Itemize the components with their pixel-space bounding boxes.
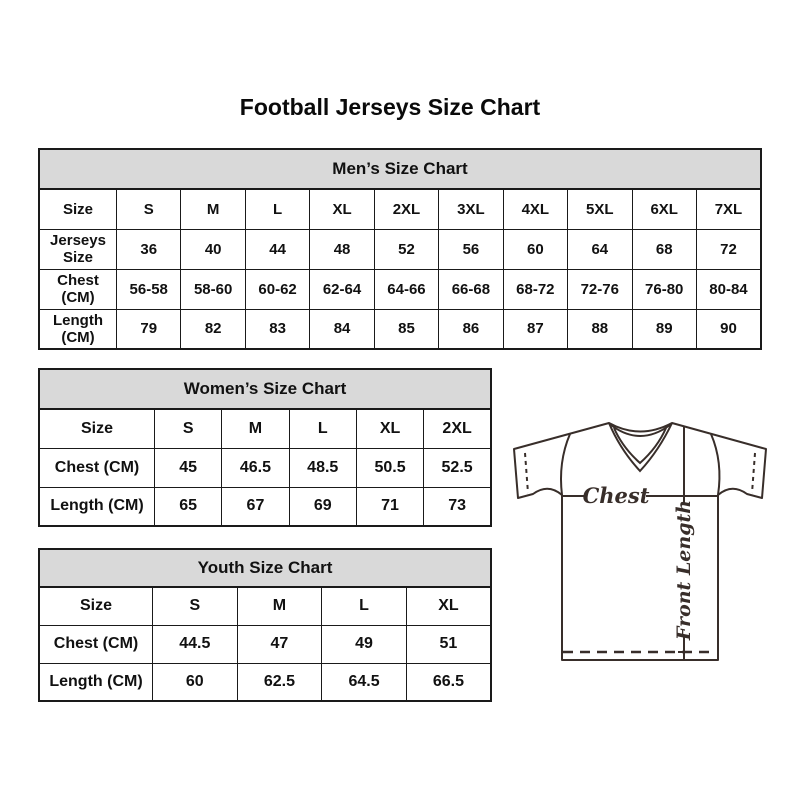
mens-size-chart <box>38 148 762 350</box>
value-cell: 86 <box>439 309 503 349</box>
value-cell: S <box>153 587 238 625</box>
chest-label: Chest <box>582 483 650 508</box>
row-label-cell: Chest (CM) <box>39 448 155 487</box>
value-cell: 80-84 <box>696 269 761 309</box>
value-cell: M <box>237 587 322 625</box>
value-cell: 82 <box>181 309 245 349</box>
jersey-outline <box>514 423 766 660</box>
row-label-cell: Size <box>39 189 117 229</box>
value-cell: 72-76 <box>568 269 632 309</box>
value-cell: 44 <box>245 229 309 269</box>
value-cell: 36 <box>117 229 181 269</box>
value-cell: 67 <box>222 487 289 526</box>
table-row <box>39 587 491 625</box>
value-cell: XL <box>310 189 374 229</box>
value-cell: 2XL <box>424 409 491 448</box>
value-cell: 62-64 <box>310 269 374 309</box>
row-label-cell: Chest (CM) <box>39 625 153 663</box>
value-cell: 50.5 <box>356 448 423 487</box>
table-row <box>39 487 491 526</box>
value-cell: L <box>289 409 356 448</box>
table-row <box>39 409 491 448</box>
value-cell: 52 <box>374 229 438 269</box>
value-cell: 56 <box>439 229 503 269</box>
value-cell: 3XL <box>439 189 503 229</box>
row-label-cell: Jerseys Size <box>39 229 117 269</box>
value-cell: 5XL <box>568 189 632 229</box>
row-label-cell: Size <box>39 587 153 625</box>
value-cell: 83 <box>245 309 309 349</box>
value-cell: 87 <box>503 309 567 349</box>
table-row <box>39 309 761 349</box>
value-cell: 85 <box>374 309 438 349</box>
value-cell: 45 <box>155 448 222 487</box>
value-cell: 52.5 <box>424 448 491 487</box>
value-cell: 68 <box>632 229 696 269</box>
jersey-diagram-svg <box>500 400 780 680</box>
value-cell: 73 <box>424 487 491 526</box>
row-label-cell: Chest (CM) <box>39 269 117 309</box>
value-cell: 4XL <box>503 189 567 229</box>
value-cell: 79 <box>117 309 181 349</box>
value-cell: XL <box>356 409 423 448</box>
youth-chart-title: Youth Size Chart <box>38 548 492 586</box>
value-cell: 46.5 <box>222 448 289 487</box>
value-cell: 7XL <box>696 189 761 229</box>
table-row <box>39 229 761 269</box>
value-cell: 72 <box>696 229 761 269</box>
value-cell: 69 <box>289 487 356 526</box>
table-row <box>39 189 761 229</box>
value-cell: 64 <box>568 229 632 269</box>
value-cell: 88 <box>568 309 632 349</box>
value-cell: 56-58 <box>117 269 181 309</box>
value-cell: 60 <box>503 229 567 269</box>
value-cell: 51 <box>406 625 491 663</box>
value-cell: 76-80 <box>632 269 696 309</box>
value-cell: M <box>222 409 289 448</box>
youth-size-table <box>38 586 492 702</box>
value-cell: 48 <box>310 229 374 269</box>
value-cell: 65 <box>155 487 222 526</box>
value-cell: 47 <box>237 625 322 663</box>
value-cell: S <box>117 189 181 229</box>
page-title: Football Jerseys Size Chart <box>239 94 541 120</box>
value-cell: 84 <box>310 309 374 349</box>
table-row <box>39 663 491 701</box>
value-cell: 66-68 <box>439 269 503 309</box>
value-cell: 2XL <box>374 189 438 229</box>
value-cell: 60 <box>153 663 238 701</box>
row-label-cell: Size <box>39 409 155 448</box>
row-label-cell: Length (CM) <box>39 309 117 349</box>
womens-chart-title: Women’s Size Chart <box>38 368 492 408</box>
value-cell: S <box>155 409 222 448</box>
mens-size-table <box>38 188 762 350</box>
value-cell: 6XL <box>632 189 696 229</box>
value-cell: XL <box>406 587 491 625</box>
jersey-measurement-diagram <box>500 400 780 680</box>
value-cell: 48.5 <box>289 448 356 487</box>
value-cell: 62.5 <box>237 663 322 701</box>
value-cell: 64.5 <box>322 663 407 701</box>
table-row <box>39 269 761 309</box>
value-cell: 44.5 <box>153 625 238 663</box>
value-cell: 68-72 <box>503 269 567 309</box>
value-cell: 90 <box>696 309 761 349</box>
value-cell: M <box>181 189 245 229</box>
row-label-cell: Length (CM) <box>39 663 153 701</box>
value-cell: 40 <box>181 229 245 269</box>
value-cell: 64-66 <box>374 269 438 309</box>
value-cell: 49 <box>322 625 407 663</box>
value-cell: 66.5 <box>406 663 491 701</box>
front-length-label: Front Length <box>673 499 695 641</box>
value-cell: L <box>322 587 407 625</box>
value-cell: L <box>245 189 309 229</box>
value-cell: 58-60 <box>181 269 245 309</box>
value-cell: 71 <box>356 487 423 526</box>
value-cell: 89 <box>632 309 696 349</box>
table-row <box>39 625 491 663</box>
value-cell: 60-62 <box>245 269 309 309</box>
womens-size-chart <box>38 368 492 527</box>
mens-chart-title: Men’s Size Chart <box>38 148 762 188</box>
row-label-cell: Length (CM) <box>39 487 155 526</box>
womens-size-table <box>38 408 492 527</box>
youth-size-chart <box>38 548 492 702</box>
table-row <box>39 448 491 487</box>
